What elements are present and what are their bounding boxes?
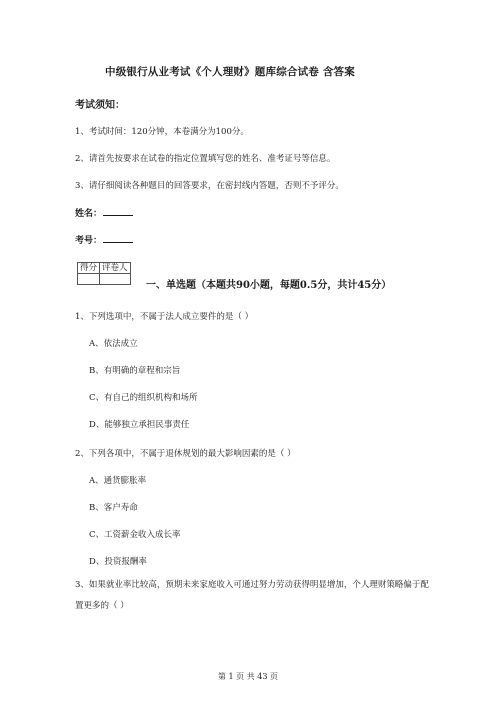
notice-heading: 考试须知： — [75, 100, 125, 111]
id-blank — [103, 233, 133, 243]
grader-header: 评卷人 — [100, 263, 131, 274]
notice-item-2: 2、请首先按要求在试卷的指定位置填写您的姓名、准考证号等信息。 — [75, 154, 336, 164]
notice-item-3: 3、请仔细阅读各种题目的回答要求，在密封线内答题，否则不予评分。 — [75, 181, 344, 191]
question-2-option-c: C、工资薪金收入成长率 — [89, 530, 181, 540]
question-2-option-b: B、客户寿命 — [89, 503, 138, 513]
question-1-option-a: A、依法成立 — [89, 339, 138, 349]
page-title: 中级银行从业考试《个人理财》题库综合试卷 含答案 — [105, 66, 355, 78]
question-1-stem: 1、下列选项中，不属于法人成立要件的是（ ） — [75, 312, 254, 322]
question-1-option-d: D、能够独立承担民事责任 — [89, 420, 190, 430]
id-label: 考号： — [75, 236, 103, 246]
question-2-option-d: D、投资报酬率 — [89, 557, 147, 567]
question-1-option-b: B、有明确的章程和宗旨 — [89, 366, 181, 376]
question-3-stem: 3、如果就业率比较高，预期未来家庭收入可通过努力劳动获得明显增加，个人理财策略偏于配置更多的（ ） — [75, 580, 429, 611]
score-header: 得分 — [78, 263, 100, 274]
question-1-option-c: C、有自己的组织机构和场所 — [89, 393, 198, 403]
id-field-row — [75, 233, 133, 246]
section-heading: 一、单选题（本题共90小题，每题0.5分，共计45分） — [146, 280, 392, 291]
score-cell — [78, 274, 100, 285]
name-field-row — [75, 206, 133, 219]
grader-cell — [100, 274, 131, 285]
score-table — [77, 262, 131, 285]
name-label: 姓名： — [75, 209, 103, 219]
question-2-option-a: A、通货膨胀率 — [89, 476, 147, 486]
question-2-stem: 2、下列各项中，不属于退休规划的最大影响因素的是（ ） — [75, 449, 296, 459]
notice-item-1: 1、考试时间：120分钟，本卷满分为100分。 — [75, 127, 249, 137]
name-blank — [103, 206, 133, 216]
page-footer: 第 1 页 共 43 页 — [218, 672, 278, 681]
